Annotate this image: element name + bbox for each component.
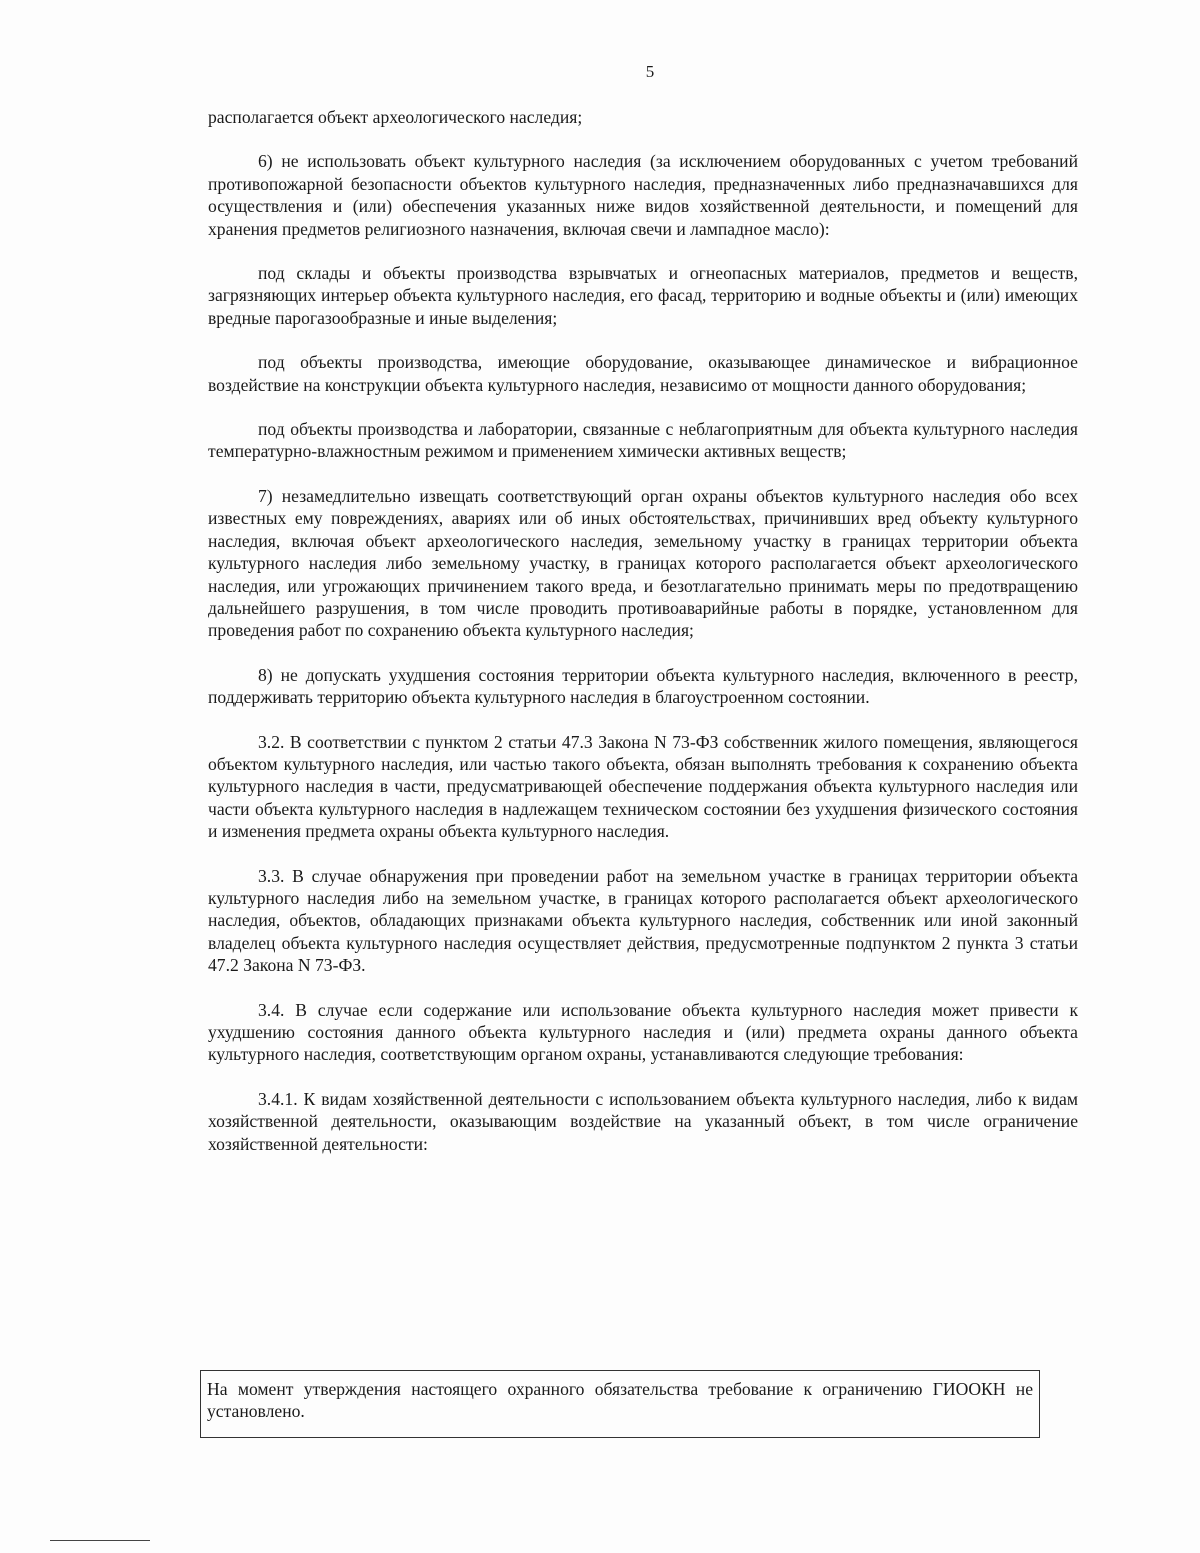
footnote-divider <box>50 1540 150 1541</box>
document-body <box>208 106 1078 1177</box>
paragraph-continuation: располагается объект археологического наследия; <box>208 107 583 127</box>
requirement-box: На момент утверждения настоящего охранного обязательства требование к ограничению ГИООКН не установлено. <box>200 1370 1040 1438</box>
paragraph-3-4: 3.4. В случае если содержание или использование объекта культурного наследия может привести к ухудшению состояния данного объекта культурного наследия и (или) предмета охраны данного объекта культурного наследия, соответствующим органом охраны, устанавливаются следующие требования: <box>208 999 1078 1065</box>
page-number: 5 <box>645 62 655 81</box>
paragraph-laboratories: под объекты производства и лаборатории, связанные с неблагоприятным для объекта культурного наследия температурно-влажностным режимом и применением химически активных веществ; <box>208 419 1078 462</box>
paragraph-item-8: 8) не допускать ухудшения состояния территории объекта культурного наследия, включенного в реестр, поддерживать территорию объекта культурного наследия в благоустроенном состоянии. <box>208 664 1078 708</box>
paragraph-item-6: 6) не использовать объект культурного наследия (за исключением оборудованных с учетом требований противопожарной безопасности объектов культурного наследия, предназначенных либо предназначавшихся для осуществления и (или) обеспечения указанных ниже видов хозяйственной деятельности, и помещений для хранения предметов религиозного назначения, включая свечи и лампадное масло): <box>208 151 1078 239</box>
paragraph-3-3: 3.3. В случае обнаружения при проведении работ на земельном участке в границах территории объекта культурного наследия либо на земельном участке, в границах которого располагается объект археологического наследия, объектов, обладающих признаками объекта культурного наследия, собственник или иной законный владелец объекта культурного наследия осуществляет действия, предусмотренные подпунктом 2 пункта 3 статьи 47.2 Закона N 73-ФЗ. <box>208 865 1078 976</box>
paragraph-warehouses: под склады и объекты производства взрывчатых и огнеопасных материалов, предметов и веществ, загрязняющих интерьер объекта культурного наследия, его фасад, территорию и водные объекты и (или) имеющих вредные парогазообразные и иные выделения; <box>208 263 1078 328</box>
paragraph-3-2: 3.2. В соответствии с пунктом 2 статьи 47.3 Закона N 73-ФЗ собственник жилого помещения, являющегося объектом культурного наследия, или частью такого объекта, обязан выполнять требования к сохранению объекта культурного наследия в части, предусматривающей обеспечение поддержания объекта культурного наследия или части объекта культурного наследия в надлежащем техническом состоянии без ухудшения физического состояния и изменения предмета охраны объекта культурного наследия. <box>208 731 1078 842</box>
paragraph-item-7: 7) незамедлительно извещать соответствующий орган охраны объектов культурного наследия обо всех известных ему повреждениях, авариях или об иных обстоятельствах, причинивших вред объекту культурного наследия, включая объект археологического наследия, земельному участку в границах территории объекта культурного наследия либо земельному участку, в границах которого располагается объект археологического наследия, или угрожающих причинением такого вреда, и безотлагательно принимать меры по предотвращению дальнейшего разрушения, в том числе проводить противоаварийные работы в порядке, установленном для проведения работ по сохранению объекта культурного наследия; <box>208 485 1078 641</box>
paragraph-3-4-1: 3.4.1. К видам хозяйственной деятельности с использованием объекта культурного наследия, либо к видам хозяйственной деятельности, оказывающим воздействие на указанный объект, в том числе ограничение хозяйственной деятельности: <box>208 1088 1078 1154</box>
paragraph-vibration: под объекты производства, имеющие оборудование, оказывающее динамическое и вибрационное воздействие на конструкции объекта культурного наследия, независимо от мощности данного оборудования; <box>208 352 1078 395</box>
